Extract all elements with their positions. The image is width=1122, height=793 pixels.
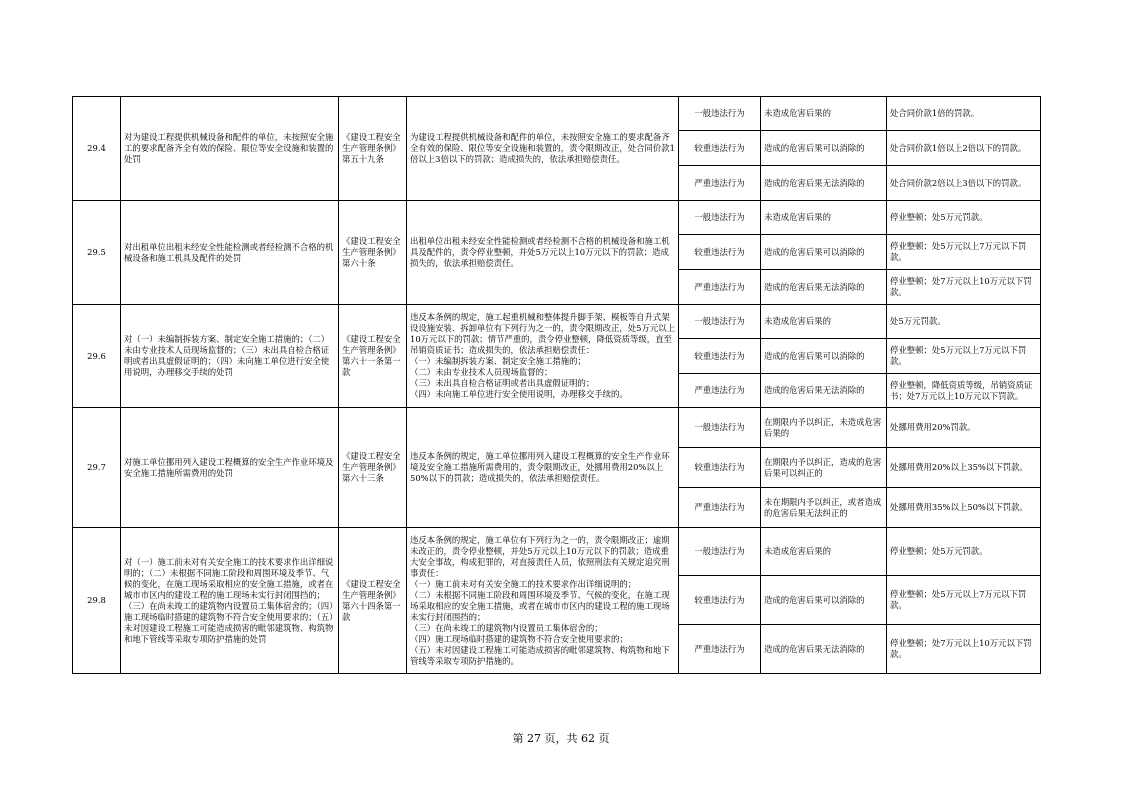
item-number: 29.8 <box>73 528 121 674</box>
violation-circumstance: 造成的危害后果可以消除的 <box>761 576 887 625</box>
violation-circumstance: 未造成危害后果的 <box>761 201 887 235</box>
penalty-standard: 停业整顿；处5万元罚款。 <box>887 201 1041 235</box>
violation-circumstance: 造成的危害后果可以消除的 <box>761 235 887 270</box>
table-row <box>73 528 1041 576</box>
violation-circumstance: 在期限内予以纠正，造成的危害后果可以纠正的 <box>761 448 887 488</box>
legal-provision: 违反本条例的规定，施工单位挪用列入建设工程概算的安全生产作业环境及安全施工措施所需费用的，责令限期改正，处挪用费用20%以上50%以下的罚款；造成损失的，依法承担赔偿责任。 <box>407 408 679 528</box>
penalty-standard: 处挪用费用35%以上50%以下罚款。 <box>887 488 1041 528</box>
penalty-standard: 停业整顿；处7万元以上10万元以下罚款。 <box>887 625 1041 674</box>
violation-level: 一般违法行为 <box>679 201 761 235</box>
penalty-standard: 处5万元罚款。 <box>887 305 1041 339</box>
legal-provision: 出租单位出租未经安全性能检测或者经检测不合格的机械设备和施工机具及配件的，责令停业整顿，并处5万元以上10万元以下的罚款；造成损失的，依法承担赔偿责任。 <box>407 201 679 305</box>
violation-level: 较重违法行为 <box>679 131 761 166</box>
violation-level: 较重违法行为 <box>679 339 761 374</box>
violation-circumstance: 造成的危害后果可以消除的 <box>761 131 887 166</box>
item-number: 29.7 <box>73 408 121 528</box>
violation-level: 较重违法行为 <box>679 235 761 270</box>
table-row <box>73 201 1041 235</box>
table-row <box>73 408 1041 448</box>
penalty-standard: 处挪用费用20%以上35%以下罚款。 <box>887 448 1041 488</box>
violation-level: 严重违法行为 <box>679 270 761 305</box>
penalty-table <box>72 96 1041 674</box>
penalty-standard: 停业整顿；处5万元以上7万元以下罚款。 <box>887 576 1041 625</box>
violation-circumstance: 造成的危害后果无法消除的 <box>761 625 887 674</box>
legal-basis: 《建设工程安全生产管理条例》第六十条 <box>339 201 407 305</box>
legal-basis: 《建设工程安全生产管理条例》第六十三条 <box>339 408 407 528</box>
item-name: 对（一）施工前未对有关安全施工的技术要求作出详细说明的；（二）未根据不同施工阶段和周围环境及季节、气候的变化，在施工现场采取相应的安全施工措施，或者在城市市区内的建设工程的施工现场未实行封闭围挡的；（三）在尚未竣工的建筑物内设置员工集体宿舍的；（四）施工现场临时搭建的建筑物不符合安全使用要求的；（五）未对因建设工程施工可能造成损害的毗邻建筑物、构筑物和地下管线等采取专项防护措施的处罚 <box>121 528 339 674</box>
violation-level: 严重违法行为 <box>679 166 761 201</box>
violation-circumstance: 造成的危害后果可以消除的 <box>761 339 887 374</box>
legal-basis: 《建设工程安全生产管理条例》第六十四条第一款 <box>339 528 407 674</box>
violation-circumstance: 未在期限内予以纠正，或者造成的危害后果无法纠正的 <box>761 488 887 528</box>
violation-level: 较重违法行为 <box>679 448 761 488</box>
item-number: 29.6 <box>73 305 121 408</box>
item-name: 对出租单位出租未经安全性能检测或者经检测不合格的机械设备和施工机具及配件的处罚 <box>121 201 339 305</box>
violation-circumstance: 未造成危害后果的 <box>761 528 887 576</box>
item-name: 对（一）未编制拆装方案、制定安全施工措施的；（二）未由专业技术人员现场监督的；（三）未出具自检合格证明或者出具虚假证明的；（四）未向施工单位进行安全使用说明，办理移交手续的处罚 <box>121 305 339 408</box>
legal-basis: 《建设工程安全生产管理条例》第五十九条 <box>339 97 407 201</box>
penalty-standard: 停业整顿，降低资质等级，吊销资质证书；处7万元以上10万元以下罚款。 <box>887 374 1041 408</box>
violation-level: 较重违法行为 <box>679 576 761 625</box>
penalty-standard: 停业整顿；处5万元以上7万元以下罚款。 <box>887 339 1041 374</box>
violation-circumstance: 未造成危害后果的 <box>761 97 887 131</box>
item-name: 对为建设工程提供机械设备和配件的单位，未按照安全施工的要求配备齐全有效的保险、限位等安全设施和装置的处罚 <box>121 97 339 201</box>
table-row <box>73 97 1041 131</box>
penalty-standard: 停业整顿；处7万元以上10万元以下罚款。 <box>887 270 1041 305</box>
violation-level: 一般违法行为 <box>679 528 761 576</box>
table-body <box>73 97 1041 674</box>
violation-circumstance: 造成的危害后果无法消除的 <box>761 166 887 201</box>
legal-provision: 违反本条例的规定，施工单位有下列行为之一的，责令限期改正；逾期未改正的，责令停业整顿，并处5万元以上10万元以下的罚款；造成重大安全事故，构成犯罪的，对直接责任人员，依照刑法有关规定追究刑事责任： （一）施工前未对有关安全施工的技术要求作出详细说明的； （二）未根据不同施工阶段和周围环境及季节、气候的变化，在施工现场采取相应的安全施工措施，或者在城市市区内的建设工程的施工现场未实行封闭围挡的； （三）在尚未竣工的建筑物内设置员工集体宿舍的； （四）施工现场临时搭建的建筑物不符合安全使用要求的； （五）未对因建设工程施工可能造成损害的毗邻建筑物、构筑物和地下管线等采取专项防护措施的。 <box>407 528 679 674</box>
table-row <box>73 305 1041 339</box>
penalty-standard: 处合同价款1倍以上2倍以下的罚款。 <box>887 131 1041 166</box>
violation-level: 严重违法行为 <box>679 625 761 674</box>
item-number: 29.4 <box>73 97 121 201</box>
item-number: 29.5 <box>73 201 121 305</box>
penalty-standard: 停业整顿；处5万元以上7万元以下罚款。 <box>887 235 1041 270</box>
violation-level: 一般违法行为 <box>679 97 761 131</box>
violation-level: 严重违法行为 <box>679 488 761 528</box>
violation-circumstance: 在期限内予以纠正，未造成危害后果的 <box>761 408 887 448</box>
violation-level: 一般违法行为 <box>679 305 761 339</box>
item-name: 对施工单位挪用列入建设工程概算的安全生产作业环境及安全施工措施所需费用的处罚 <box>121 408 339 528</box>
penalty-standard: 处合同价款1倍的罚款。 <box>887 97 1041 131</box>
violation-circumstance: 造成的危害后果无法消除的 <box>761 270 887 305</box>
violation-circumstance: 未造成危害后果的 <box>761 305 887 339</box>
penalty-standard: 处挪用费用20%罚款。 <box>887 408 1041 448</box>
violation-level: 一般违法行为 <box>679 408 761 448</box>
violation-level: 严重违法行为 <box>679 374 761 408</box>
penalty-standard: 处合同价款2倍以上3倍以下的罚款。 <box>887 166 1041 201</box>
legal-basis: 《建设工程安全生产管理条例》第六十一条第一款 <box>339 305 407 408</box>
legal-provision: 为建设工程提供机械设备和配件的单位，未按照安全施工的要求配备齐全有效的保险、限位等安全设施和装置的，责令限期改正，处合同价款1倍以上3倍以下的罚款；造成损失的，依法承担赔偿责任。 <box>407 97 679 201</box>
penalty-standard: 停业整顿；处5万元罚款。 <box>887 528 1041 576</box>
violation-circumstance: 造成的危害后果无法消除的 <box>761 374 887 408</box>
page-footer: 第 27 页，共 62 页 <box>512 732 610 745</box>
legal-provision: 违反本条例的规定，施工起重机械和整体提升脚手架、模板等自升式架设设施安装、拆卸单位有下列行为之一的，责令限期改正，处5万元以上10万元以下的罚款；情节严重的，责令停业整顿，降低资质等级，直至吊销资质证书；造成损失的，依法承担赔偿责任： （一）未编制拆装方案、制定安全施工措施的； （二）未由专业技术人员现场监督的； （三）未出具自检合格证明或者出具虚假证明的； （四）未向施工单位进行安全使用说明，办理移交手续的。 <box>407 305 679 408</box>
